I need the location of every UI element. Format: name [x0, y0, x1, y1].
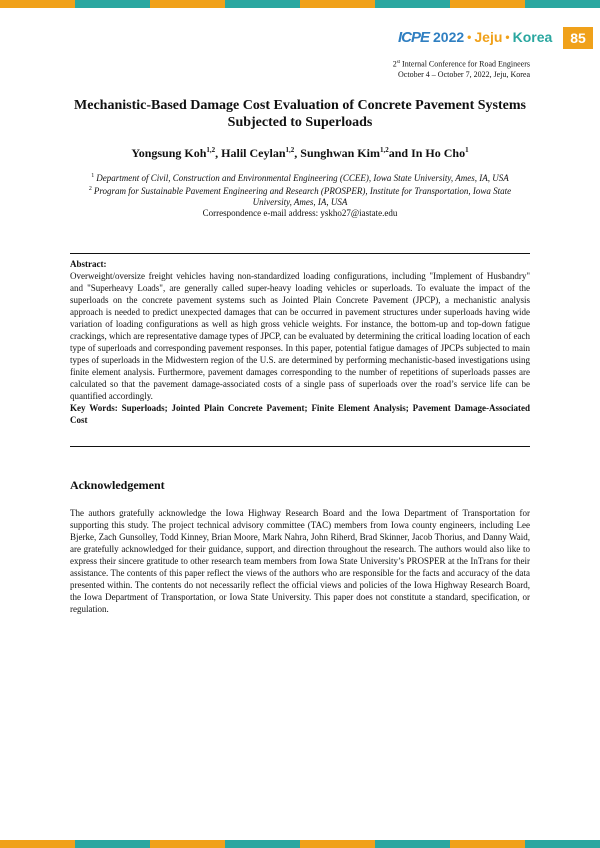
conference-logo: [398, 27, 552, 47]
top-color-stripe: [0, 0, 600, 8]
author-list: [70, 146, 530, 161]
author-name: Sunghwan Kim: [300, 146, 380, 160]
stripe-segment: [75, 840, 150, 848]
stripe-segment: [525, 0, 600, 8]
conference-name: Internal Conference for Road Engineers: [400, 59, 530, 69]
affiliation-number: 2: [88, 186, 92, 192]
stripe-segment: [150, 0, 225, 8]
author-affiliation-sup: 1,2: [379, 146, 389, 154]
logo-mark: ICPE: [398, 28, 430, 46]
acknowledgement-heading: Acknowledgement: [70, 478, 165, 492]
author-separator: ,: [294, 146, 301, 160]
conference-ordinal-suffix: st: [396, 60, 401, 65]
affiliation-number: 1: [91, 173, 95, 179]
bottom-color-stripe: [0, 840, 600, 848]
stripe-segment: [225, 0, 300, 8]
logo-country: Korea: [512, 29, 553, 45]
conference-ordinal: 2: [392, 59, 397, 69]
conference-name-line: [393, 58, 530, 70]
abstract-heading: Abstract:: [70, 259, 107, 269]
author-separator: and: [388, 146, 412, 160]
author-name: Yongsung Koh: [131, 146, 207, 160]
abstract-text: Overweight/oversize freight vehicles having non-standardized loading configurations, including "Implement of Husbandry" and "Superheavy Loads", are generally called super-heavy loading vehicles or superloads. To evaluate the impact of the superloads on the concrete pavement systems such as Jointed Plain Concrete Pavement (JPCP), a mechanistic analysis approach is needed to predict unexpected damages that can be occurred in pavement structures under superloads having wide variation of loading configurations as well as high gross vehicle weights. For instance, the bottom-up and top-down fatigue crackings, which are representative damage types of JPCP, can be evaluated by determining the critical loading location of each type of superloads and corresponding pavement responses. In this paper, potential fatigue damages of JPCPs subjected to main types of superloads in the Midwestern region of the U.S. are determined by performing mechanistic-based investigations using finite element analysis. Furthermore, pavement damages corresponding to the number of repetitions of superloads passes are calculated so that the pavement damage-associated costs of a single pass of superloads over the road’s service life can be quantified accordingly.: [70, 271, 530, 401]
logo-dot: •: [505, 30, 510, 44]
affiliation-text: Program for Sustainable Pavement Engineering and Research (PROSPER), Institute for Transportation, Iowa State University, Ames, IA, USA: [93, 186, 512, 207]
keywords: Key Words: Superloads; Jointed Plain Concrete Pavement; Finite Element Analysis; Pavement Damage-Associated Cost: [70, 403, 530, 425]
paper-title: Mechanistic-Based Damage Cost Evaluation of Concrete Pavement Systems Subjected to Superloads: [74, 98, 526, 130]
stripe-segment: [300, 0, 375, 8]
stripe-segment: [0, 0, 75, 8]
stripe-segment: [450, 0, 525, 8]
author-name: In Ho Cho: [411, 146, 466, 160]
stripe-segment: [225, 840, 300, 848]
affiliation-text: Department of Civil, Construction and Environmental Engineering (CCEE), Iowa State University, Ames, IA, USA: [96, 173, 509, 183]
stripe-segment: [375, 0, 450, 8]
conference-header: [393, 58, 530, 80]
author-name: Halil Ceylan: [221, 146, 286, 160]
author-affiliation-sup: 1: [465, 146, 469, 154]
abstract-section: [70, 258, 530, 426]
stripe-segment: [150, 840, 225, 848]
stripe-segment: [300, 840, 375, 848]
affiliations: [72, 171, 528, 219]
conference-dates: October 4 – October 7, 2022, Jeju, Korea: [398, 69, 530, 79]
author-affiliation-sup: 1,2: [206, 146, 216, 154]
stripe-segment: [525, 840, 600, 848]
logo-city: Jeju: [474, 29, 503, 45]
acknowledgement-text: The authors gratefully acknowledge the Iowa Highway Research Board and the Iowa Department of Transportation for supporting this study. The project technical advisory committee (TAC) members from Iowa county engineers, including Lee Bjerke, Zach Gunsolley, Todd Kinney, Brian Moore, Mark Nahra, John Riherd, Brad Skinner, Jacob Thorius, and Danny Waid, are gratefully acknowledged for their guidance, support, and direction throughout the research. The authors would also like to express their sincere gratitude to other research team members from Iowa State University’s PROSPER at the InTrans for their assistance. The contents of this paper reflect the views of the authors who are responsible for the facts and accuracy of the data presented within. The contents do not necessarily reflect the official views and policies of the Iowa Highway Research Board, the Iowa Department of Transportation, or Iowa State University. This paper does not constitute a standard, specification, or regulation.: [70, 508, 530, 614]
author-separator: ,: [215, 146, 222, 160]
affiliation-1: [72, 171, 528, 184]
stripe-segment: [375, 840, 450, 848]
logo-dot: •: [467, 30, 472, 44]
page-number: 85: [563, 27, 593, 49]
stripe-segment: [0, 840, 75, 848]
abstract-bottom-rule: [70, 446, 530, 447]
logo-year: 2022: [433, 29, 465, 45]
correspondence-email: Correspondence e-mail address: yskho27@iastate.edu: [202, 208, 398, 218]
abstract-top-rule: [70, 253, 530, 254]
stripe-segment: [75, 0, 150, 8]
author-affiliation-sup: 1,2: [285, 146, 295, 154]
stripe-segment: [450, 840, 525, 848]
affiliation-2: [72, 184, 528, 208]
